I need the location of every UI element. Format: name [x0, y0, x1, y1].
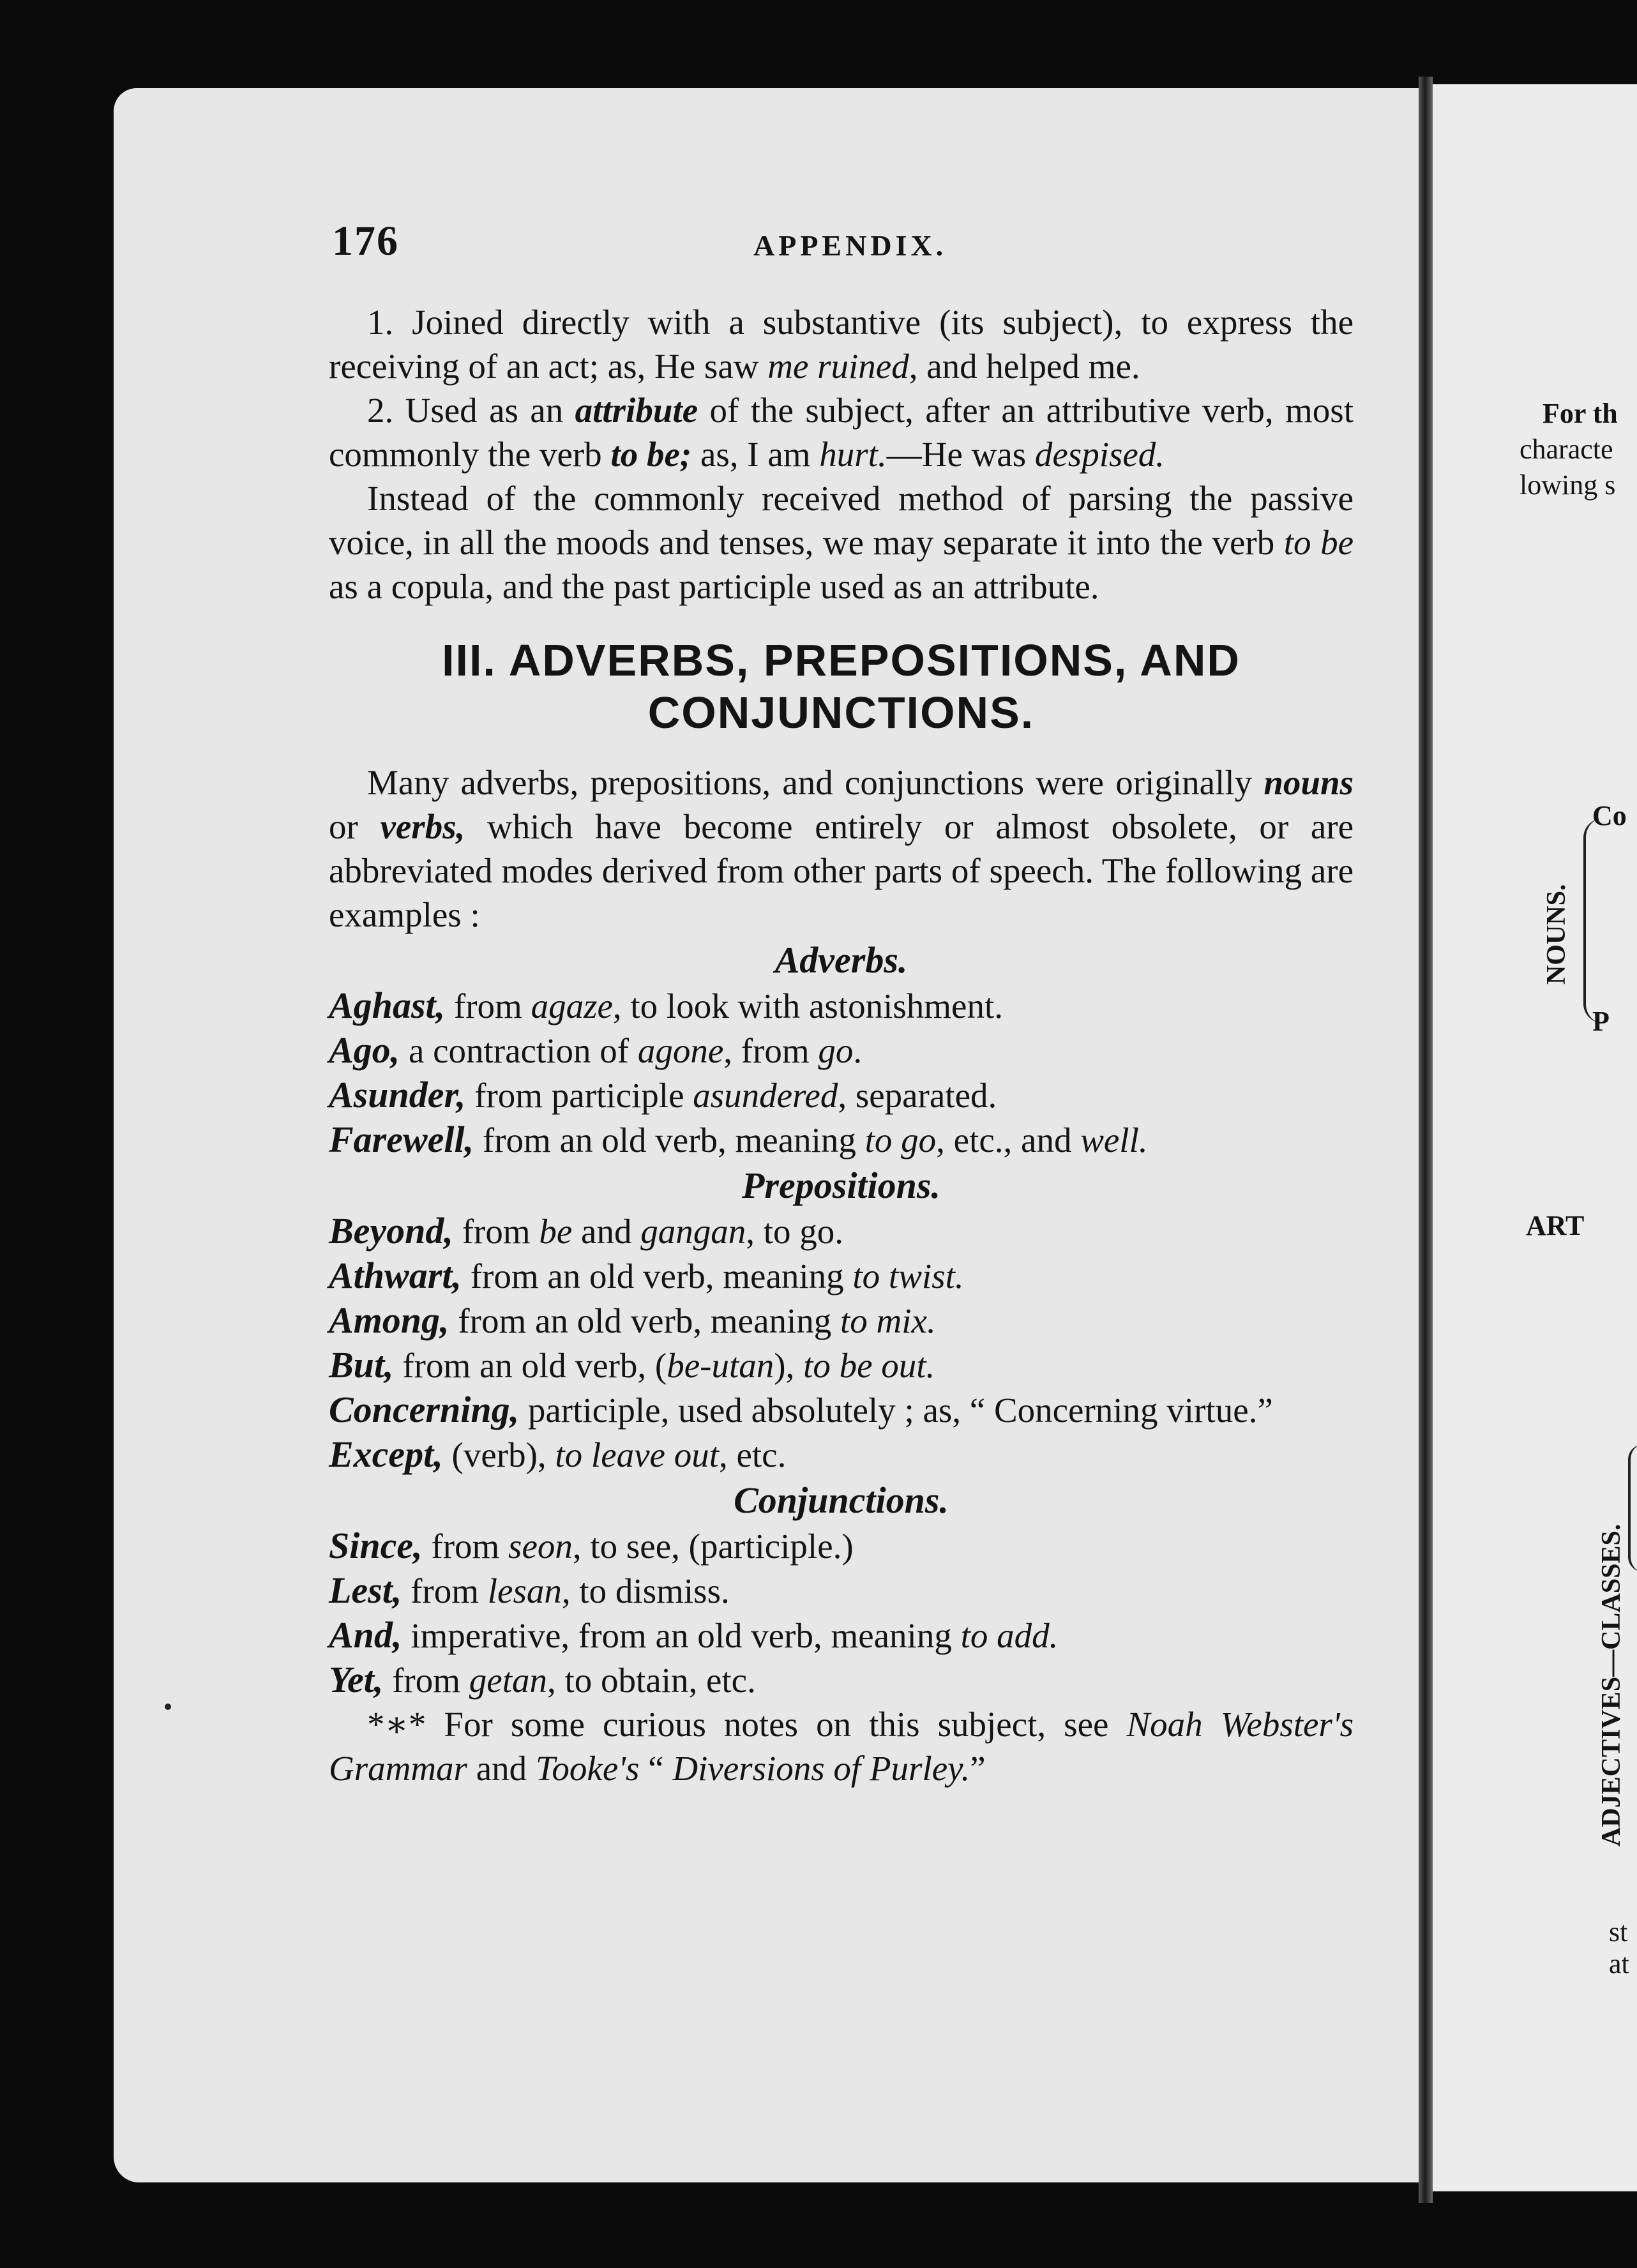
adverb-entry: Aghast, from agaze, to look with astonishment. [329, 985, 1003, 1026]
section-heading-line-2: CONJUNCTIONS. [647, 688, 1035, 737]
right-text-line-3: lowing s [1520, 469, 1616, 501]
book-gutter [1419, 77, 1433, 2203]
conjunction-entry: Lest, from lesan, to dismiss. [329, 1569, 730, 1611]
right-text-line-1: For th [1543, 398, 1618, 429]
running-head: APPENDIX. [753, 229, 947, 262]
right-at-text: at [1609, 1948, 1629, 1979]
adjectives-brace [1628, 1444, 1637, 1572]
adverb-entry: Ago, a contraction of agone, from go. [329, 1029, 863, 1071]
conjunction-entry: And, imperative, from an old verb, meaning to add. [329, 1614, 1059, 1656]
right-text-line-2: characte [1520, 434, 1613, 465]
asterism-mark: *∗* [367, 1705, 426, 1744]
conjunction-entry: Since, from seon, to see, (participle.) [329, 1525, 854, 1566]
right-page-fragment [1433, 84, 1637, 2191]
section-intro-paragraph: Many adverbs, prepositions, and conjunctions were originally nouns or verbs, which have become entirely or almost obsolete, or are abbreviated modes derived from other parts of speech. The following are examples : [329, 763, 1354, 934]
right-brace-top-text: Co [1592, 800, 1627, 831]
preposition-entry: Concerning, participle, used absolutely ; as, “ Concerning virtue.” [329, 1389, 1273, 1430]
preposition-entry: Among, from an old verb, meaning to mix. [329, 1299, 936, 1341]
preposition-entry: Beyond, from be and gangan, to go. [329, 1210, 843, 1251]
adverbs-heading: Adverbs. [774, 939, 908, 981]
footnote: *∗* For some curious notes on this subject, see Noah Webster's Grammar and Tooke's “ Diversions of Purley.” [329, 1705, 1354, 1788]
prepositions-heading: Prepositions. [742, 1165, 940, 1206]
intro-paragraph-3: Instead of the commonly received method of parsing the passive voice, in all the moods and tenses, we may separate it into the verb to be as a copula, and the past participle used as an attribute. [329, 479, 1354, 606]
page-body [329, 300, 1354, 1790]
right-brace-bottom-text: P [1592, 1006, 1610, 1037]
right-st-text: st [1609, 1916, 1628, 1947]
adverb-entry: Farewell, from an old verb, meaning to go, etc., and well. [329, 1119, 1148, 1160]
intro-paragraph-2: 2. Used as an attribute of the subject, after an attributive verb, most commonly the verb to be; as, I am hurt.—He was despised. [329, 391, 1354, 474]
page-number: 176 [332, 218, 399, 264]
intro-paragraph-1: 1. Joined directly with a substantive (its subject), to express the receiving of an act; as, He saw me ruined, and helped me. [329, 303, 1354, 386]
preposition-entry: But, from an old verb, (be-utan), to be out. [329, 1344, 935, 1386]
preposition-entry: Athwart, from an old verb, meaning to twist. [329, 1255, 964, 1296]
conjunctions-heading: Conjunctions. [734, 1479, 949, 1521]
right-art-text: ART [1526, 1210, 1585, 1241]
right-vertical-nouns: NOUNS. [1542, 884, 1571, 985]
adverb-entry: Asunder, from participle asundered, separated. [329, 1074, 997, 1115]
conjunction-entry: Yet, from getan, to obtain, etc. [329, 1659, 756, 1700]
section-heading [329, 634, 1354, 739]
right-vertical-adjectives: ADJECTIVES—CLASSES. [1597, 1523, 1626, 1847]
ink-speck [165, 1704, 171, 1710]
section-heading-line-1: III. ADVERBS, PREPOSITIONS, AND [442, 635, 1241, 685]
nouns-brace [1583, 819, 1605, 1023]
preposition-entry: Except, (verb), to leave out, etc. [329, 1433, 787, 1475]
